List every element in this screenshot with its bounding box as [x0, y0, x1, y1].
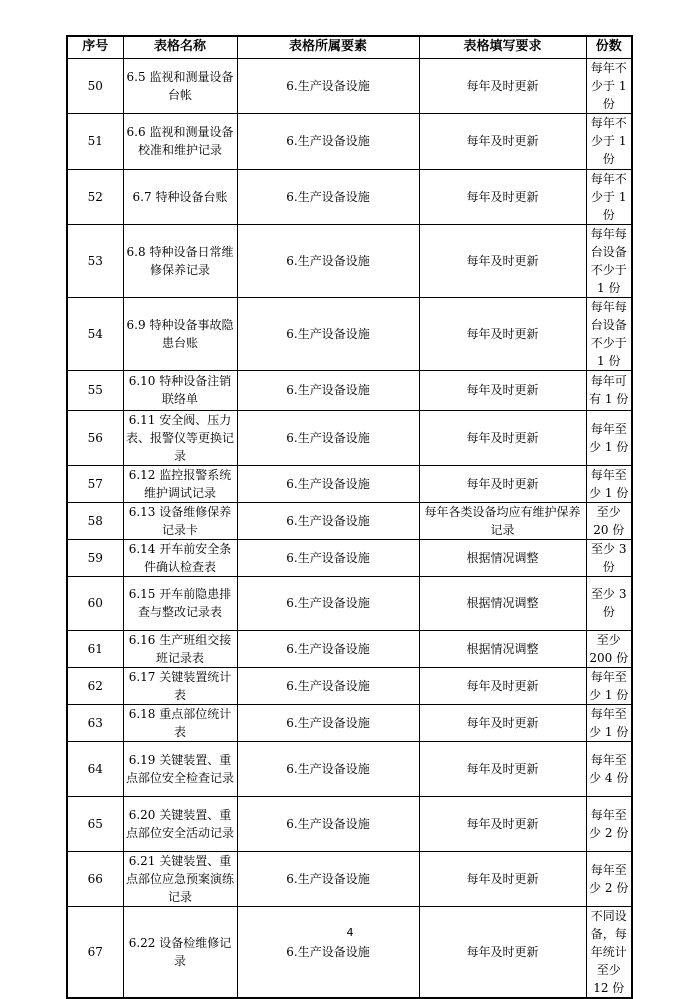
cell-form-name: 6.14 开车前安全条件确认检查表: [123, 539, 237, 576]
col-header-copies: 份数: [586, 36, 632, 58]
cell-copies: 至少 3 份: [586, 576, 632, 630]
table-row: [67, 741, 632, 796]
cell-requirement: 每年及时更新: [419, 906, 586, 998]
cell-form-name: 6.18 重点部位统计表: [123, 704, 237, 741]
cell-copies: 每年每台设备不少于 1 份: [586, 224, 632, 297]
table-row: [67, 113, 632, 169]
cell-element: 6.生产设备设施: [237, 169, 419, 224]
col-header-index: 序号: [67, 36, 123, 58]
col-header-requirement: 表格填写要求: [419, 36, 586, 58]
cell-index: 54: [67, 297, 123, 370]
table-row: [67, 539, 632, 576]
cell-form-name: 6.6 监视和测量设备校准和维护记录: [123, 113, 237, 169]
table-row: [67, 370, 632, 410]
cell-form-name: 6.20 关键装置、重点部位安全活动记录: [123, 796, 237, 851]
cell-form-name: 6.19 关键装置、重点部位安全检查记录: [123, 741, 237, 796]
cell-copies: 每年不少于 1 份: [586, 169, 632, 224]
cell-element: 6.生产设备设施: [237, 113, 419, 169]
cell-copies: 每年至少 2 份: [586, 851, 632, 906]
cell-index: 65: [67, 796, 123, 851]
cell-index: 55: [67, 370, 123, 410]
cell-copies: 每年每台设备不少于 1 份: [586, 297, 632, 370]
cell-element: 6.生产设备设施: [237, 58, 419, 113]
cell-element: 6.生产设备设施: [237, 704, 419, 741]
cell-form-name: 6.12 监控报警系统维护调试记录: [123, 465, 237, 502]
table-row: [67, 576, 632, 630]
cell-index: 60: [67, 576, 123, 630]
cell-copies: 每年至少 1 份: [586, 704, 632, 741]
cell-copies: 每年至少 1 份: [586, 667, 632, 704]
cell-index: 67: [67, 906, 123, 998]
page-number: 4: [346, 926, 354, 939]
cell-copies: 每年不少于 1 份: [586, 58, 632, 113]
cell-requirement: 每年及时更新: [419, 370, 586, 410]
cell-requirement: 每年及时更新: [419, 851, 586, 906]
cell-element: 6.生产设备设施: [237, 576, 419, 630]
table-row: [67, 906, 632, 998]
cell-requirement: 每年及时更新: [419, 704, 586, 741]
cell-form-name: 6.15 开车前隐患排查与整改记录表: [123, 576, 237, 630]
col-header-form-name: 表格名称: [123, 36, 237, 58]
cell-index: 62: [67, 667, 123, 704]
table-row: [67, 410, 632, 465]
cell-copies: 每年可有 1 份: [586, 370, 632, 410]
cell-requirement: 每年及时更新: [419, 58, 586, 113]
cell-index: 50: [67, 58, 123, 113]
cell-copies: 每年至少 1 份: [586, 410, 632, 465]
cell-requirement: 每年各类设备均应有维护保养记录: [419, 502, 586, 539]
cell-element: 6.生产设备设施: [237, 851, 419, 906]
cell-index: 57: [67, 465, 123, 502]
cell-element: 6.生产设备设施: [237, 796, 419, 851]
cell-copies: 至少 3 份: [586, 539, 632, 576]
cell-index: 51: [67, 113, 123, 169]
table-row: [67, 224, 632, 297]
cell-index: 53: [67, 224, 123, 297]
cell-form-name: 6.7 特种设备台账: [123, 169, 237, 224]
table-row: [67, 297, 632, 370]
cell-requirement: 每年及时更新: [419, 796, 586, 851]
cell-element: 6.生产设备设施: [237, 667, 419, 704]
cell-index: 63: [67, 704, 123, 741]
cell-index: 52: [67, 169, 123, 224]
cell-element: 6.生产设备设施: [237, 410, 419, 465]
form-list-table: [66, 35, 633, 999]
cell-copies: 每年至少 4 份: [586, 741, 632, 796]
cell-element: 6.生产设备设施: [237, 539, 419, 576]
cell-element: 6.生产设备设施: [237, 224, 419, 297]
cell-index: 66: [67, 851, 123, 906]
table-row: [67, 667, 632, 704]
table-header-row: [67, 36, 632, 58]
cell-form-name: 6.21 关键装置、重点部位应急预案演练记录: [123, 851, 237, 906]
cell-form-name: 6.9 特种设备事故隐患台账: [123, 297, 237, 370]
cell-index: 64: [67, 741, 123, 796]
cell-copies: 每年至少 2 份: [586, 796, 632, 851]
cell-form-name: 6.5 监视和测量设备台帐: [123, 58, 237, 113]
cell-form-name: 6.10 特种设备注销联络单: [123, 370, 237, 410]
cell-form-name: 6.11 安全阀、压力表、报警仪等更换记录: [123, 410, 237, 465]
table-row: [67, 796, 632, 851]
cell-requirement: 每年及时更新: [419, 297, 586, 370]
cell-requirement: 每年及时更新: [419, 410, 586, 465]
cell-form-name: 6.13 设备维修保养记录卡: [123, 502, 237, 539]
cell-index: 59: [67, 539, 123, 576]
cell-index: 56: [67, 410, 123, 465]
cell-requirement: 根据情况调整: [419, 576, 586, 630]
cell-requirement: 每年及时更新: [419, 741, 586, 796]
table-row: [67, 851, 632, 906]
cell-copies: 不同设备，每年统计至少 12 份: [586, 906, 632, 998]
cell-form-name: 6.22 设备检维修记录: [123, 906, 237, 998]
cell-copies: 至少 20 份: [586, 502, 632, 539]
cell-element: 6.生产设备设施: [237, 465, 419, 502]
cell-element: 6.生产设备设施: [237, 906, 419, 998]
cell-requirement: 每年及时更新: [419, 113, 586, 169]
cell-requirement: 根据情况调整: [419, 539, 586, 576]
cell-copies: 至少 200 份: [586, 630, 632, 667]
cell-element: 6.生产设备设施: [237, 502, 419, 539]
cell-form-name: 6.16 生产班组交接班记录表: [123, 630, 237, 667]
table-row: [67, 502, 632, 539]
cell-requirement: 每年及时更新: [419, 224, 586, 297]
table-row: [67, 169, 632, 224]
table-row: [67, 630, 632, 667]
cell-form-name: 6.8 特种设备日常维修保养记录: [123, 224, 237, 297]
cell-element: 6.生产设备设施: [237, 370, 419, 410]
cell-index: 58: [67, 502, 123, 539]
cell-index: 61: [67, 630, 123, 667]
cell-copies: 每年不少于 1 份: [586, 113, 632, 169]
cell-copies: 每年至少 1 份: [586, 465, 632, 502]
table-row: [67, 704, 632, 741]
cell-requirement: 每年及时更新: [419, 667, 586, 704]
table-row: [67, 58, 632, 113]
cell-element: 6.生产设备设施: [237, 741, 419, 796]
cell-requirement: 根据情况调整: [419, 630, 586, 667]
cell-element: 6.生产设备设施: [237, 297, 419, 370]
cell-requirement: 每年及时更新: [419, 169, 586, 224]
table-row: [67, 465, 632, 502]
cell-element: 6.生产设备设施: [237, 630, 419, 667]
cell-form-name: 6.17 关键装置统计表: [123, 667, 237, 704]
col-header-element: 表格所属要素: [237, 36, 419, 58]
cell-requirement: 每年及时更新: [419, 465, 586, 502]
